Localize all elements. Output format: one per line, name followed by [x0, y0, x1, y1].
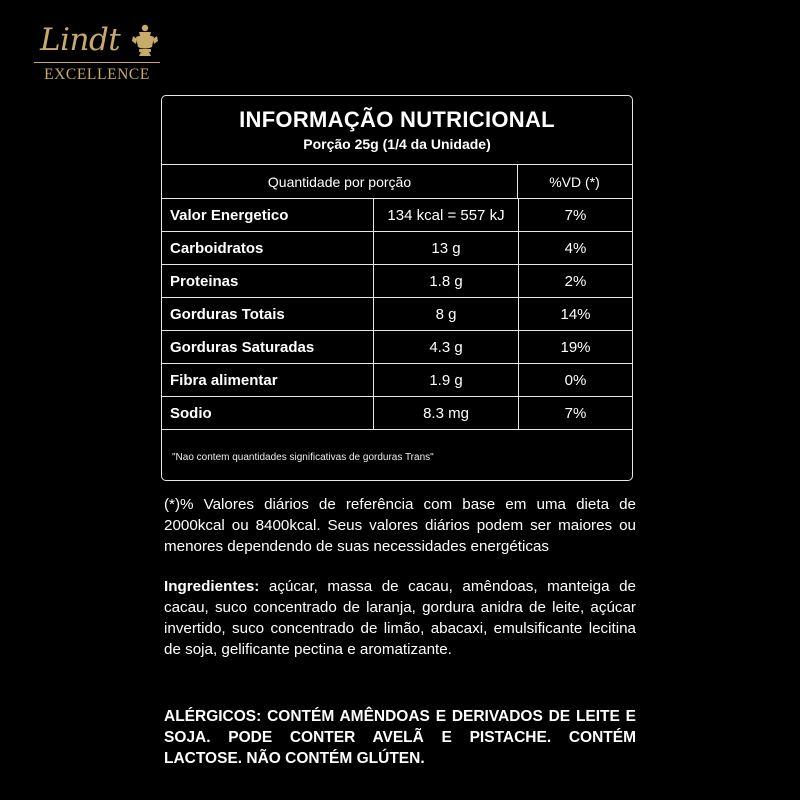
row-name: Sodio — [170, 404, 212, 422]
logo-rule — [34, 62, 160, 63]
daily-values-note: (*)% Valores diários de referência com base em uma dieta de 2000kcal ou 8400kcal. Seus valores diários podem ser maiores ou menores dependendo de suas necessidades energéticas — [164, 496, 636, 555]
row-amount: 8.3 mg — [373, 397, 519, 429]
table-row — [162, 265, 632, 298]
row-vd: 19% — [560, 338, 591, 356]
ingredients-paragraph — [164, 576, 636, 660]
table-row — [162, 199, 632, 232]
allergens-warning: ALÉRGICOS: CONTÉM AMÊNDOAS E DERIVADOS DE LEITE E SOJA. PODE CONTER AVELÃ E PISTACHE. CONTÉM LACTOSE. NÃO CONTÉM GLÚTEN. — [164, 708, 636, 767]
header-vd: %VD (*) — [549, 173, 600, 190]
table-row — [162, 397, 632, 430]
table-header-row — [162, 165, 632, 199]
row-name: Fibra alimentar — [170, 371, 278, 389]
row-amount: 13 g — [373, 232, 519, 264]
nutrition-panel — [161, 95, 633, 481]
logo-brand: Lindt — [40, 22, 121, 58]
table-row — [162, 298, 632, 331]
row-vd: 7% — [564, 206, 587, 224]
row-amount: 134 kcal = 557 kJ — [373, 199, 519, 231]
row-name: Gorduras Saturadas — [170, 338, 315, 356]
row-vd: 2% — [564, 272, 587, 290]
ingredients-text: açúcar, massa de cacau, amêndoas, manteiga de cacau, suco concentrado de laranja, gordura anidra de leite, açúcar invertido, suco concentrado de limão, abacaxi, emulsificante lecitina de soja, gelificante pectina e aromatizante. — [164, 578, 636, 658]
nutrition-table — [162, 164, 632, 430]
panel-title: INFORMAÇÃO NUTRICIONAL — [239, 107, 555, 132]
header-quantity: Quantidade por porção — [162, 165, 518, 198]
row-vd: 0% — [564, 371, 587, 389]
row-name: Valor Energetico — [170, 206, 289, 224]
row-vd: 7% — [564, 404, 587, 422]
crest-icon — [130, 22, 160, 58]
trans-fat-footnote: "Nao contem quantidades significativas de gorduras Trans" — [172, 452, 434, 463]
row-amount: 1.9 g — [373, 364, 519, 396]
panel-portion: Porção 25g (1/4 da Unidade) — [303, 136, 491, 152]
row-amount: 8 g — [373, 298, 519, 330]
row-name: Gorduras Totais — [170, 305, 285, 323]
logo-subtitle: EXCELLENCE — [44, 66, 150, 83]
table-row — [162, 364, 632, 397]
row-amount: 1.8 g — [373, 265, 519, 297]
row-vd: 4% — [564, 239, 587, 257]
row-amount: 4.3 g — [373, 331, 519, 363]
table-row — [162, 331, 632, 364]
row-name: Carboidratos — [170, 239, 264, 257]
ingredients-label: Ingredientes: — [164, 578, 260, 595]
row-vd: 14% — [560, 305, 591, 323]
table-row — [162, 232, 632, 265]
lindt-logo — [32, 20, 162, 86]
row-name: Proteinas — [170, 272, 239, 290]
